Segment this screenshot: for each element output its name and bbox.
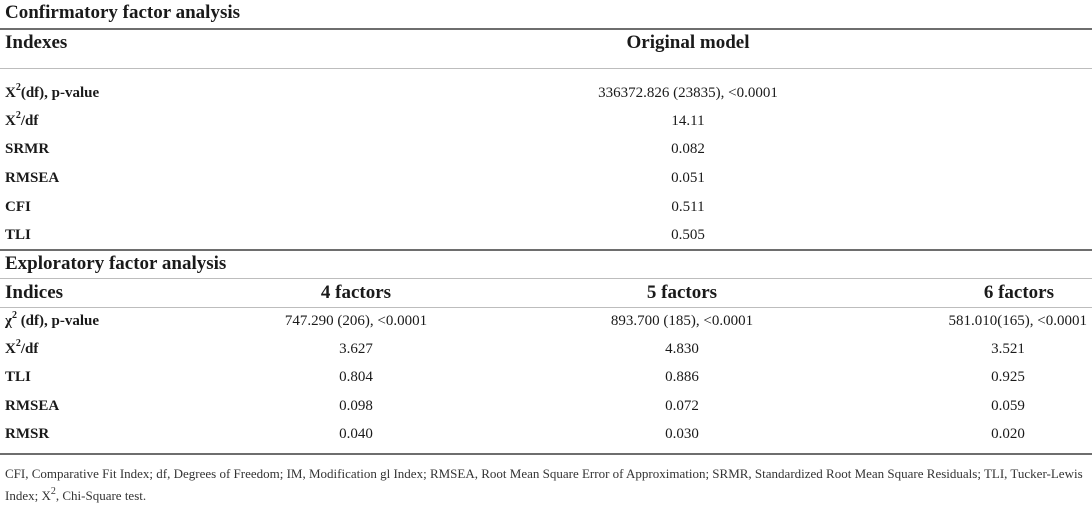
rule-bottom (0, 453, 1092, 455)
efa-cell-4-factors: 747.290 (206), <0.0001 (284, 313, 428, 329)
cfa-row-value: 0.051 (671, 170, 705, 186)
cfa-row-label: CFI (5, 199, 31, 215)
efa-cell-4-factors: 0.040 (339, 426, 373, 442)
efa-header-6-factors: 6 factors (983, 282, 1054, 303)
efa-row-label: $\chi^2$ (df), p-value (5, 310, 100, 329)
cfa-header-indexes: Indexes (5, 32, 68, 53)
efa-cell-5-factors: 4.830 (665, 341, 699, 357)
efa-cell-6-factors: 581.010(165), <0.0001 (948, 313, 1087, 329)
efa-row-label: RMSEA (5, 398, 60, 414)
cfa-row-value: 336372.826 (23835), <0.0001 (598, 85, 778, 101)
efa-row-label: TLI (5, 369, 31, 385)
cfa-row-label: $X^2/df$ (5, 110, 39, 129)
efa-header-5-factors: 5 factors (646, 282, 718, 303)
rule-top (0, 28, 1092, 30)
efa-header-4-factors: 4 factors (320, 282, 392, 303)
cfa-header-original-model: Original model (626, 32, 750, 53)
efa-cell-6-factors: 0.925 (991, 369, 1025, 385)
cfa-row-value: 0.505 (671, 227, 705, 243)
efa-cell-6-factors: 0.020 (991, 426, 1025, 442)
efa-cell-5-factors: 0.072 (665, 398, 699, 414)
cfa-section-title: Confirmatory factor analysis (5, 2, 241, 23)
rule-efa-title (0, 278, 1092, 279)
cfa-row-label: TLI (5, 227, 31, 243)
cfa-row-label: SRMR (5, 141, 50, 157)
efa-cell-5-factors: 0.030 (665, 426, 699, 442)
rule-efa-header (0, 307, 1092, 308)
efa-header-indices: Indices (5, 282, 64, 303)
efa-cell-4-factors: 3.627 (339, 341, 373, 357)
efa-section-title: Exploratory factor analysis (5, 253, 227, 274)
efa-cell-4-factors: 0.804 (339, 369, 373, 385)
cfa-row-value: 0.082 (671, 141, 705, 157)
efa-cell-6-factors: 0.059 (991, 398, 1025, 414)
efa-row-label: RMSR (5, 426, 50, 442)
efa-cell-5-factors: 0.886 (665, 369, 699, 385)
table-footnote: CFI, Comparative Fit Index; df, Degrees of Freedom; IM, Modification gl Index; RMSEA, Root Mean Square Error of Approximation; SRMR, Standardized Root Mean Square Residuals; TLI, Tucker-Lewis Index; $X^2$, Chi-Square test. (5, 466, 1083, 503)
cfa-row-label: $X^2(df)$, p-value (5, 82, 100, 101)
rule-section-divider (0, 249, 1092, 251)
cfa-row-value: 0.511 (671, 199, 705, 215)
rule-cfa-header (0, 68, 1092, 69)
efa-row-label: $X^2/df$ (5, 338, 39, 357)
cfa-row-label: RMSEA (5, 170, 60, 186)
cfa-row-value: 14.11 (671, 113, 705, 129)
efa-cell-4-factors: 0.098 (339, 398, 373, 414)
efa-cell-5-factors: 893.700 (185), <0.0001 (610, 313, 754, 329)
efa-cell-6-factors: 3.521 (991, 341, 1025, 357)
